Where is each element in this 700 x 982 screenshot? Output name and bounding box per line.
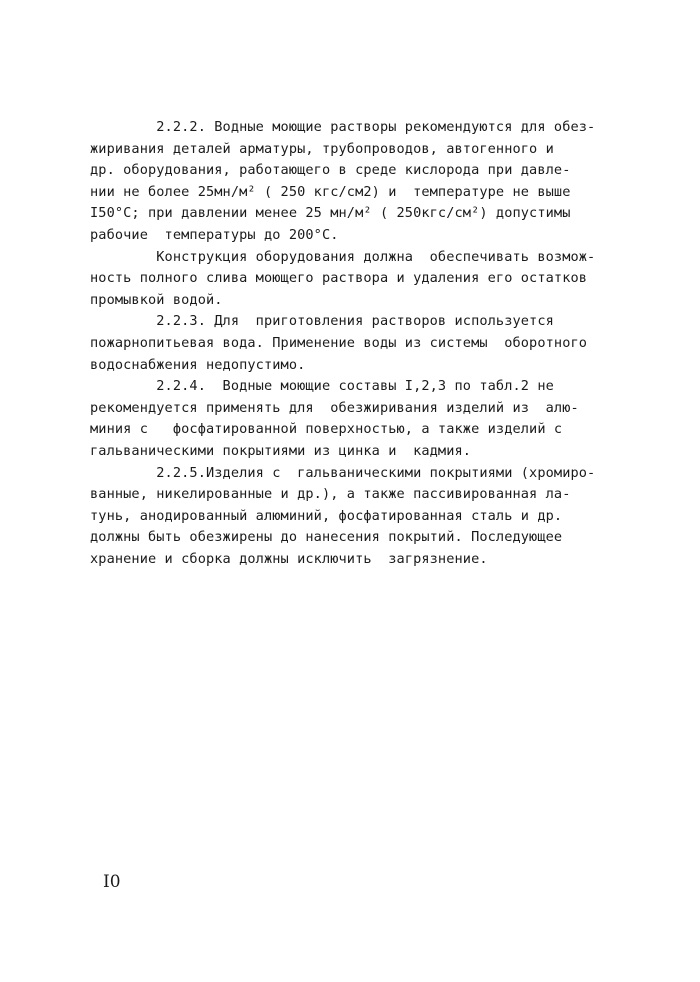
text-line-6: рабочие температуры до 200°C.: [90, 226, 339, 243]
text-line-19: тунь, анодированный алюминий, фосфатированная сталь и др.: [90, 507, 563, 524]
text-line-2: жиривания деталей арматуры, трубопроводов, автогенного и: [90, 140, 554, 157]
text-line-15: миния с фосфатированной поверхностью, а также изделий с: [90, 421, 563, 438]
text-line-17: 2.2.5.Изделия с гальваническими покрытиями (хромиро-: [90, 464, 596, 481]
text-line-20: должны быть обезжирены до нанесения покрытий. Последующее: [90, 529, 563, 546]
text-line-5: I50°C; при давлении менее 25 мн/м² ( 250кгс/см²) допустимы: [90, 205, 571, 222]
page-number: I0: [103, 872, 121, 892]
text-line-13: 2.2.4. Водные моющие составы I,2,3 по табл.2 не: [90, 378, 554, 395]
text-line-18: ванные, никелированные и др.), а также пассивированная ла-: [90, 486, 571, 503]
text-line-9: промывкой водой.: [90, 291, 223, 308]
body-text: [90, 117, 635, 570]
text-line-10: 2.2.3. Для приготовления растворов используется: [90, 313, 554, 330]
text-line-14: рекомендуется применять для обезжиривания изделий из алю-: [90, 399, 579, 416]
text-line-12: водоснабжения недопустимо.: [90, 356, 306, 373]
text-line-7: Конструкция оборудования должна обеспечивать возмож-: [90, 248, 596, 265]
text-line-3: др. оборудования, работающего в среде кислорода при давле-: [90, 162, 571, 179]
text-line-21: хранение и сборка должны исключить загрязнение.: [90, 550, 488, 567]
text-line-8: ность полного слива моющего раствора и удаления его остатков: [90, 270, 588, 287]
text-line-4: нии не более 25мн/м² ( 250 кгс/см2) и температуре не выше: [90, 183, 571, 200]
text-line-16: гальваническими покрытиями из цинка и кадмия.: [90, 442, 472, 459]
text-line-11: пожарнопитьевая вода. Применение воды из системы оборотного: [90, 334, 588, 351]
text-line-1: 2.2.2. Водные моющие растворы рекомендуются для обез-: [90, 119, 596, 135]
